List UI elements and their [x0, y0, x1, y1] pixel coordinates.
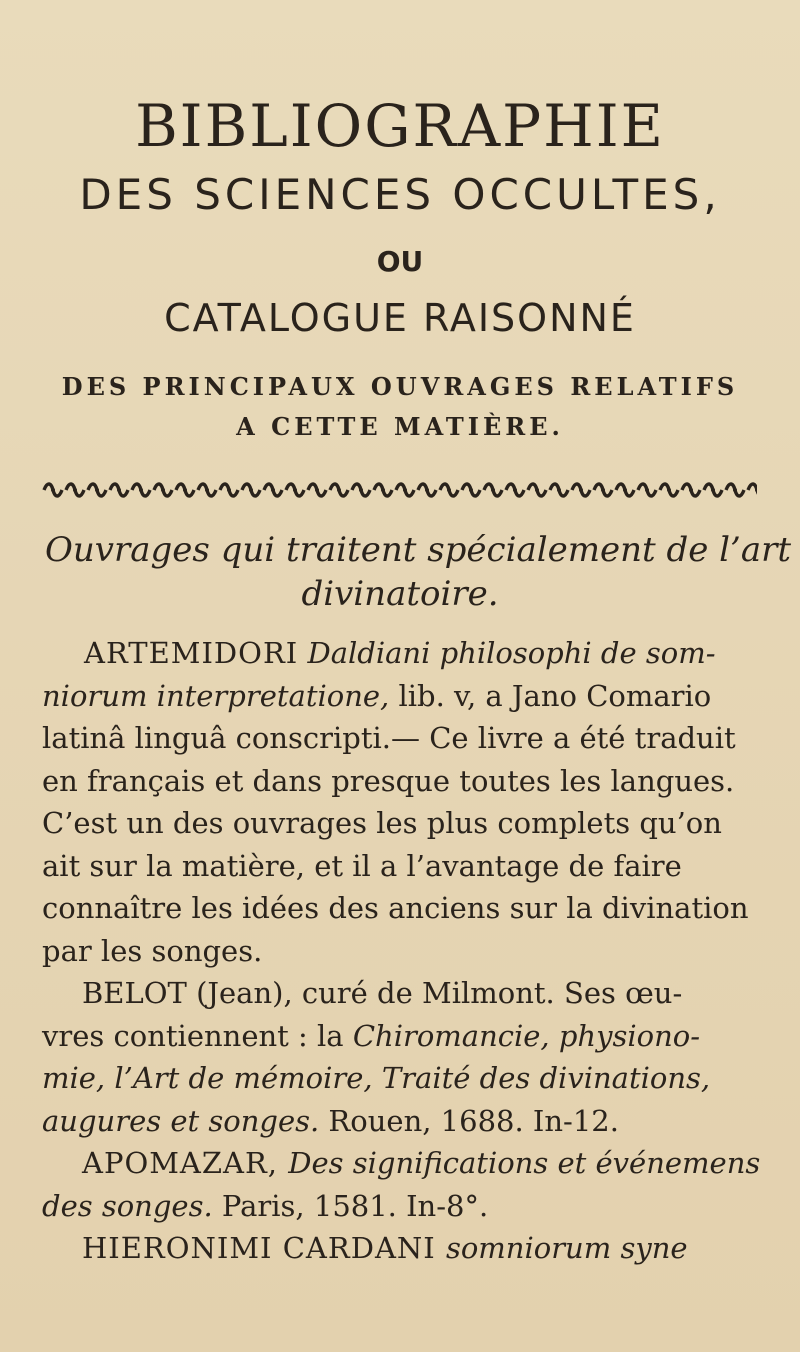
entry-belot-line-1: BELOT (Jean), curé de Milmont. Ses œu-: [82, 976, 683, 1010]
entry-apomazar-author: APOMAZAR,: [82, 1146, 289, 1180]
ornamental-divider: [42, 476, 757, 504]
entry-apomazar-line-2: [42, 1185, 767, 1228]
entry-artemidori-line-8: par les songes.: [42, 933, 263, 968]
entry-artemidori-line-4: en français et dans presque toutes les langues.: [42, 763, 735, 798]
entry-artemidori-line-2-rest: lib. v, a Jano Comario: [389, 678, 712, 713]
entry-artemidori-line-6: ait sur la matière, et il a l’avantage de faire: [42, 848, 682, 883]
entry-cardani-author: HIERONIMI CARDANI: [82, 1231, 446, 1265]
entry-artemidori-author: ARTEMIDORI: [84, 636, 299, 670]
entry-artemidori-line-5: C’est un des ouvrages les plus complets qu’on: [42, 806, 722, 840]
entry-belot-line-2-a: vres contiennent : la: [42, 1018, 353, 1053]
entry-artemidori-line-3: latinâ linguâ conscripti.— Ce livre a été traduit: [42, 721, 736, 755]
entry-belot-line-4-b: Rouen, 1688. In-12.: [319, 1103, 619, 1138]
entry-belot-line-4-a: augures et songes.: [42, 1103, 320, 1138]
entry-cardani-title-1: somniorum syne: [445, 1231, 688, 1265]
entry-artemidori-title-2: niorum interpretatione,: [42, 678, 390, 713]
section-heading-line-1: Ouvrages qui traitent spécialement de l’art: [45, 530, 792, 570]
title-catalogue-raisonne: CATALOGUE RAISONNÉ: [164, 296, 636, 340]
entry-artemidori-title-1: Daldiani philosophi de som-: [307, 636, 716, 670]
entry-belot-line-3: mie, l’Art de mémoire, Traité des divinations,: [42, 1061, 711, 1095]
title-sciences-occultes: DES SCIENCES OCCULTES,: [79, 170, 721, 219]
entry-apomazar-title-1: Des significations et événemens: [288, 1146, 761, 1180]
entry-apomazar-imprint: Paris, 1581. In-8°.: [212, 1188, 489, 1223]
entry-apomazar-line-1: [42, 1142, 767, 1185]
entry-artemidori-line-2: [42, 675, 767, 718]
entry-apomazar-title-2: des songes.: [42, 1188, 213, 1223]
entry-belot-line-4: [42, 1100, 767, 1143]
subtitle-line-1: DES PRINCIPAUX OUVRAGES RELATIFS: [61, 372, 739, 401]
entry-belot-line-2: [42, 1015, 767, 1058]
entry-artemidori-line-7: connaître les idées des anciens sur la divination: [42, 891, 749, 925]
entry-cardani-line-1: [42, 1227, 767, 1270]
bibliography-entries: [42, 632, 767, 1270]
title-bibliographie: BIBLIOGRAPHIE: [135, 92, 665, 160]
entry-artemidori-line-1: [42, 632, 767, 675]
title-connector-ou: OU: [376, 245, 424, 278]
entry-belot-line-2-b: Chiromancie, physiono-: [352, 1018, 701, 1053]
subtitle-line-2: A CETTE MATIÈRE.: [236, 412, 564, 441]
section-heading: [45, 528, 792, 616]
section-heading-line-2: divinatoire.: [301, 574, 499, 614]
